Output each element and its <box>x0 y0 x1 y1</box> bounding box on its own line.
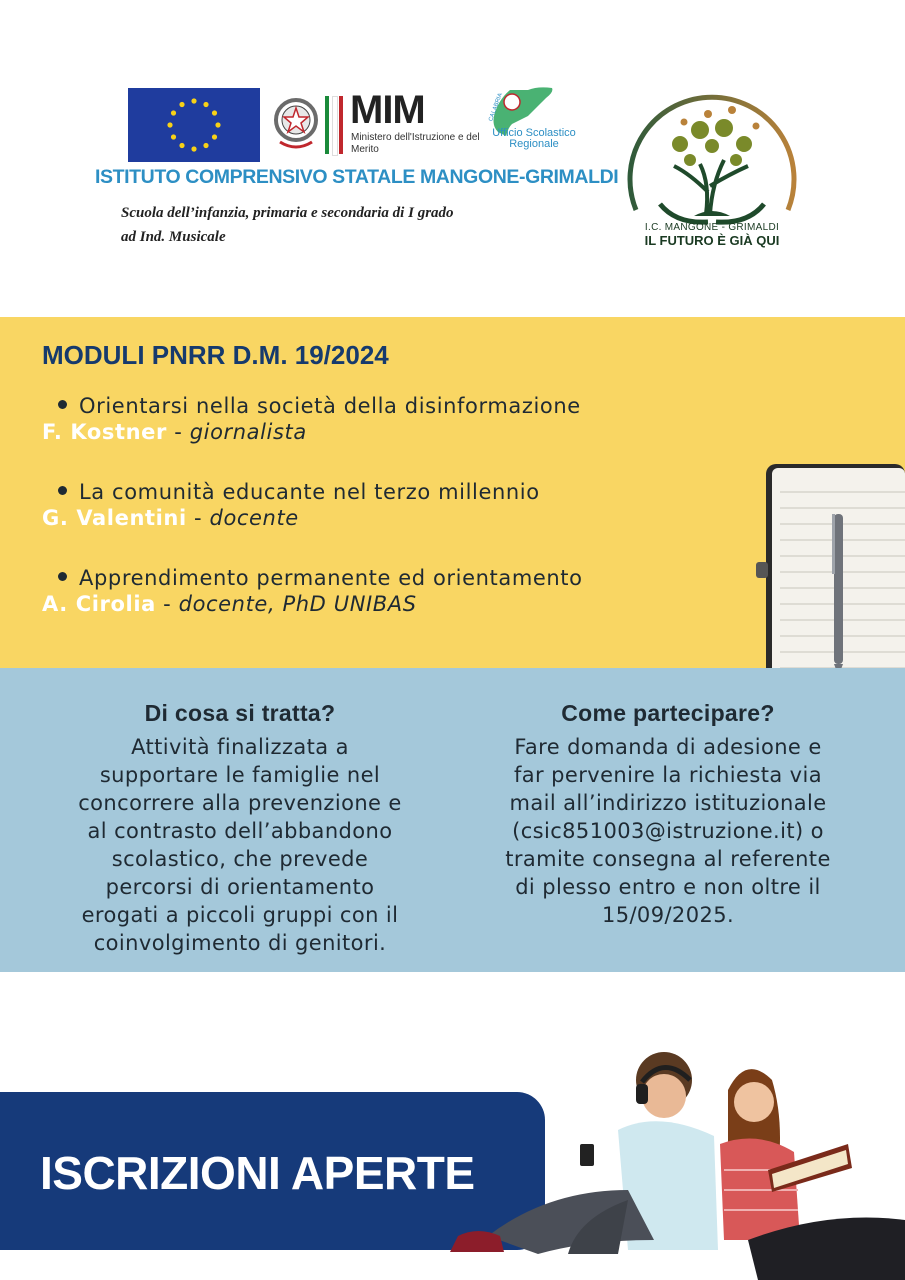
text-line: percorsi di orientamento <box>105 875 375 899</box>
mim-logo-text: MIM <box>350 88 425 132</box>
module-item <box>42 394 742 444</box>
modules-title: MODULI PNRR D.M. 19/2024 <box>42 340 389 370</box>
how-to-join-title: Come partecipare? <box>561 700 775 726</box>
school-subtitle-line-1: Scuola dell’infanzia, primaria e secondaria di I grado <box>121 205 454 221</box>
module-speaker <box>42 506 742 530</box>
module-title: La comunità educante nel terzo millennio <box>79 480 540 504</box>
speaker-role: docente, PhD UNIBAS <box>178 592 417 616</box>
logo-line-1: I.C. MANGONE - GRIMALDI <box>644 222 780 233</box>
speaker-name: F. Kostner <box>42 420 167 444</box>
module-title-line <box>42 480 742 504</box>
notebook-pen-image <box>756 462 905 688</box>
text-line: tramite consegna al referente <box>505 847 831 871</box>
speaker-separator: - <box>155 592 179 616</box>
text-line: di plesso entro e non oltre il <box>515 875 821 899</box>
text-line: mail all’indirizzo istituzionale <box>509 791 827 815</box>
usr-calabria-logo <box>488 86 578 164</box>
what-is-it-text <box>30 733 450 957</box>
logo-line-2: IL FUTURO È GIÀ QUI <box>644 233 780 248</box>
students-photo <box>428 1040 905 1280</box>
how-to-join-column <box>458 700 878 929</box>
module-speaker <box>42 592 742 616</box>
eu-flag-logo <box>128 88 260 162</box>
text-line: scolastico, che prevede <box>111 847 369 871</box>
speaker-role: giornalista <box>189 420 307 444</box>
speaker-separator: - <box>186 506 210 530</box>
module-title: Orientarsi nella società della disinformazione <box>79 394 581 418</box>
deadline-line: 15/09/2025. <box>601 903 735 927</box>
text-line: Fare domanda di adesione e <box>514 735 822 759</box>
text-line: coinvolgimento di genitori. <box>93 931 387 955</box>
module-title-line <box>42 394 742 418</box>
speaker-separator: - <box>166 420 190 444</box>
school-subtitle-line-2: ad Ind. Musicale <box>121 229 226 245</box>
enrollment-open-label: ISCRIZIONI APERTE <box>40 1147 475 1199</box>
module-title: Apprendimento permanente ed orientamento <box>79 566 583 590</box>
text-line: erogati a piccoli gruppi con il <box>81 903 399 927</box>
module-item <box>42 480 742 530</box>
school-name: ISTITUTO COMPRENSIVO STATALE MANGONE-GRIMALDI <box>95 166 619 188</box>
what-is-it-column <box>30 700 450 957</box>
italian-flag-bars <box>325 96 345 154</box>
text-line: Attività finalizzata a <box>131 735 349 759</box>
speaker-role: docente <box>209 506 299 530</box>
usr-region-text: CALABRIA <box>488 92 504 123</box>
text-line: concorrere alla prevenzione e <box>78 791 402 815</box>
text-line: far pervenire la richiesta via <box>513 763 823 787</box>
text-line: supportare le famiglie nel <box>99 763 381 787</box>
text-line: al contrasto dell’abbandono <box>87 819 393 843</box>
school-motto <box>620 222 804 248</box>
module-title-line <box>42 566 742 590</box>
email-line: (csic851003@istruzione.it) o <box>512 819 824 843</box>
bullet-icon <box>58 572 67 581</box>
module-item <box>42 566 742 616</box>
speaker-name: G. Valentini <box>42 506 187 530</box>
speaker-name: A. Cirolia <box>42 592 156 616</box>
how-to-join-text <box>458 733 878 929</box>
usr-text: Ufficio Scolastico Regionale <box>492 127 576 150</box>
module-speaker <box>42 420 742 444</box>
bullet-icon <box>58 400 67 409</box>
bullet-icon <box>58 486 67 495</box>
italian-republic-emblem <box>272 92 320 154</box>
school-subtitle <box>121 201 541 249</box>
mim-subtitle: Ministero dell'Istruzione e del Merito <box>351 132 480 155</box>
what-is-it-title: Di cosa si tratta? <box>144 700 336 726</box>
